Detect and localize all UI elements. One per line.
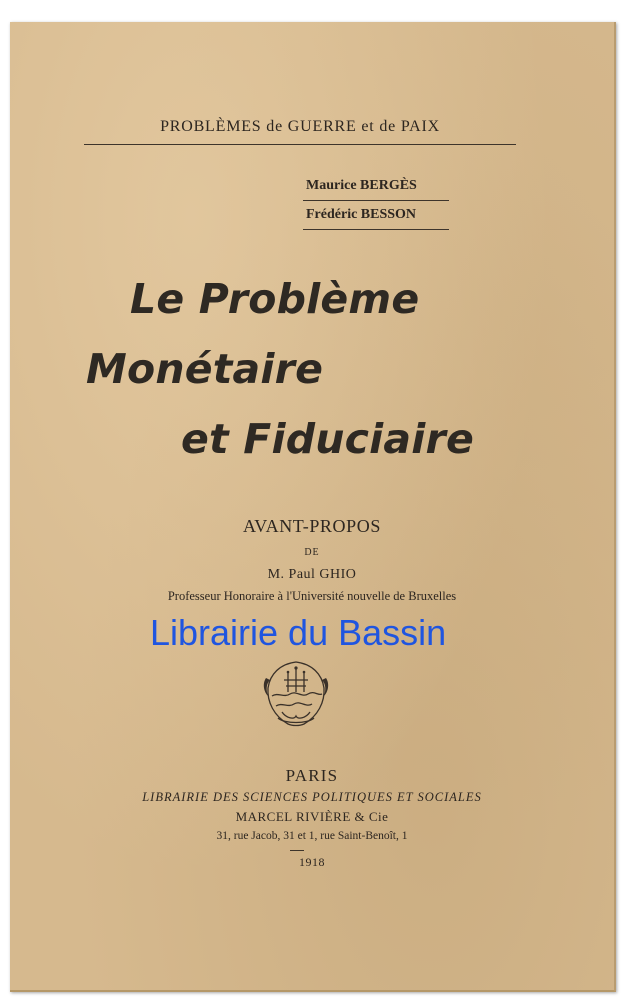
foreword-author: M. Paul GHIO — [267, 567, 357, 582]
foreword-author-role: Professeur Honoraire à l'Université nouvelle de Bruxelles — [167, 589, 457, 603]
foreword-by: DE — [304, 547, 320, 558]
author-1-underline — [303, 200, 449, 201]
publisher-emblem-icon — [258, 658, 334, 730]
book-title-line-3: et Fiduciaire — [181, 415, 474, 463]
publisher-name: MARCEL RIVIÈRE & Cie — [235, 809, 389, 824]
author-1: Maurice BERGÈS — [306, 178, 417, 193]
series-title: PROBLÈMES de GUERRE et de PAIX — [160, 118, 440, 135]
publication-year: 1918 — [299, 855, 325, 869]
series-divider — [84, 144, 516, 145]
publisher-city: PARIS — [285, 766, 339, 785]
watermark-text: Librairie du Bassin — [150, 612, 447, 653]
publisher-house: LIBRAIRIE DES SCIENCES POLITIQUES ET SOCIALES — [142, 790, 482, 804]
foreword-label: AVANT-PROPOS — [243, 516, 381, 536]
book-title-line-1: Le Problème — [130, 275, 420, 323]
author-2-underline — [303, 229, 449, 230]
publisher-address: 31, rue Jacob, 31 et 1, rue Saint-Benoît, 1 — [216, 830, 408, 842]
book-title-line-2: Monétaire — [86, 345, 324, 393]
author-2: Frédéric BESSON — [306, 207, 417, 222]
book-cover — [10, 22, 616, 992]
year-divider — [290, 850, 304, 851]
